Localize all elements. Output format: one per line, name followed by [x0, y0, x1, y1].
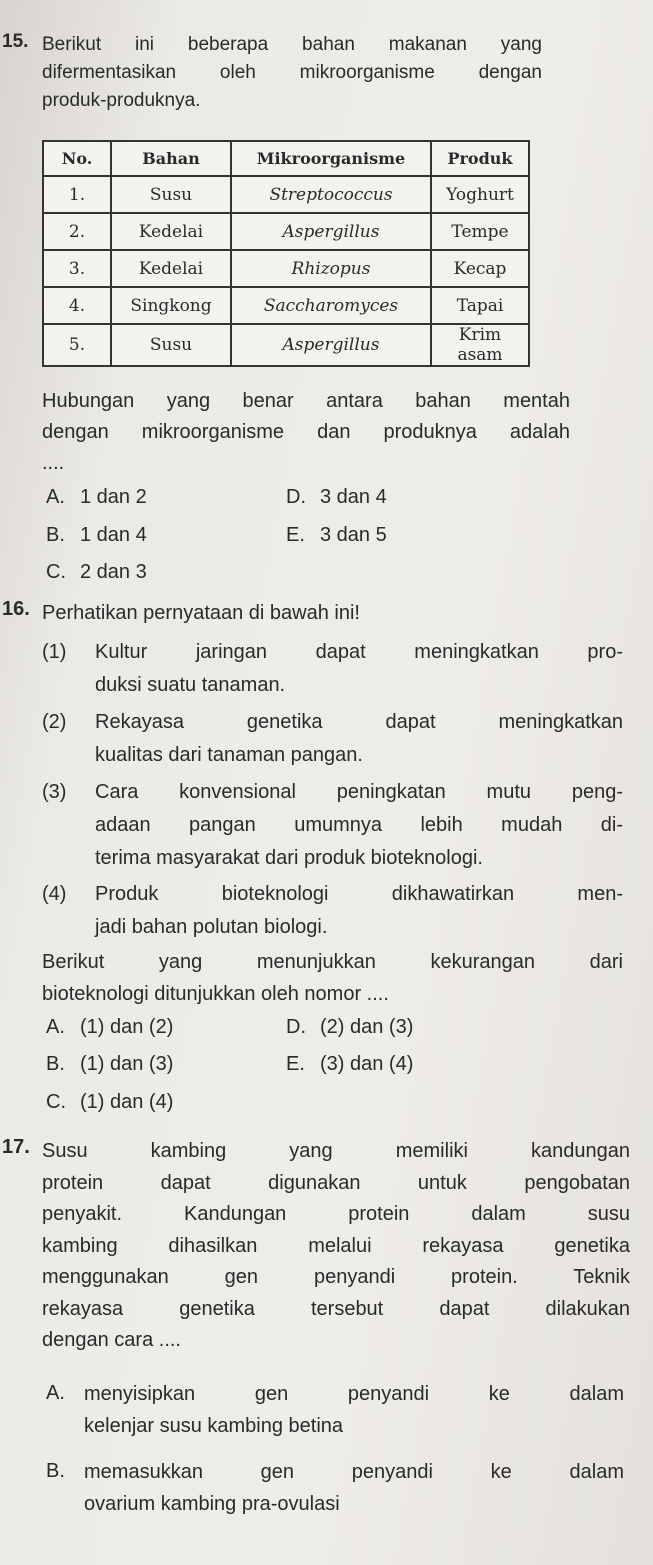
answer-option[interactable]: D. 3 dan 4	[286, 486, 387, 508]
table-cell: Susu	[111, 324, 231, 366]
table-cell: Aspergillus	[231, 213, 431, 250]
table-cell: Streptococcus	[231, 176, 431, 213]
statement: (4) Produk bioteknologi dikhawatirkan men- jadi bahan polutan biologi.	[42, 883, 623, 938]
table-cell: Krim asam	[431, 324, 529, 366]
question-number: 17.	[2, 1136, 30, 1158]
table-cell: Susu	[111, 176, 231, 213]
fermentation-table	[42, 140, 530, 367]
question-number: 15.	[2, 31, 29, 52]
table-cell: Yoghurt	[431, 176, 529, 213]
table-cell: Tapai	[431, 287, 529, 324]
answer-option[interactable]: A. menyisipkan gen penyandi ke dalam kelenjar susu kambing betina	[46, 1382, 624, 1437]
table-row	[43, 250, 529, 287]
table-cell: 3.	[43, 250, 111, 287]
table-cell: Rhizopus	[231, 250, 431, 287]
question-text: Berikut yang menunjukkan kekurangan dari bioteknologi ditunjukkan oleh nomor ....	[42, 951, 623, 1005]
table-header: Bahan	[111, 141, 231, 176]
question-intro: Berikut ini beberapa bahan makanan yang difermentasikan oleh mikroorganisme dengan produk-produknya.	[42, 34, 542, 111]
question-intro: Perhatikan pernyataan di bawah ini!	[42, 602, 360, 624]
answer-option[interactable]: A. (1) dan (2)	[46, 1016, 174, 1038]
answer-option[interactable]: B. memasukkan gen penyandi ke dalam ovarium kambing pra-ovulasi	[46, 1460, 624, 1515]
table-cell: Singkong	[111, 287, 231, 324]
statement: (1) Kultur jaringan dapat meningkatkan pro- duksi suatu tanaman.	[42, 641, 623, 696]
table-cell: 4.	[43, 287, 111, 324]
question-text: Hubungan yang benar antara bahan mentah dengan mikroorganisme dan produknya adalah ....	[42, 390, 570, 474]
table-cell: Saccharomyces	[231, 287, 431, 324]
answer-option[interactable]: C. 2 dan 3	[46, 561, 147, 583]
table-cell: Tempe	[431, 213, 529, 250]
table-header: Produk	[431, 141, 529, 176]
statement: (3) Cara konvensional peningkatan mutu peng- adaan pangan umumnya lebih mudah di- terima masyarakat dari produk bioteknologi.	[42, 781, 623, 869]
table-header-row	[43, 141, 529, 176]
answer-option[interactable]: B. 1 dan 4	[46, 524, 147, 546]
table-header: Mikroorganisme	[231, 141, 431, 176]
answer-option[interactable]: B. (1) dan (3)	[46, 1053, 174, 1075]
table-cell: 1.	[43, 176, 111, 213]
table-cell: 5.	[43, 324, 111, 366]
table-row	[43, 213, 529, 250]
table-row	[43, 176, 529, 213]
table-cell: Kedelai	[111, 250, 231, 287]
table-cell: Kecap	[431, 250, 529, 287]
table-row	[43, 287, 529, 324]
question-text: Susu kambing yang memiliki kandungan protein dapat digunakan untuk pengobatan penyakit. Kandungan protein dalam susu kambing dihasilkan melalui rekayasa genetika menggunakan gen penyandi protein. Teknik rekayasa genetika tersebut dapat dilakukan dengan cara ....	[42, 1140, 630, 1351]
answer-option[interactable]: E. 3 dan 5	[286, 524, 387, 546]
table-cell: 2.	[43, 213, 111, 250]
table-row	[43, 324, 529, 366]
question-number: 16.	[2, 598, 30, 620]
answer-option[interactable]: C. (1) dan (4)	[46, 1091, 174, 1113]
table-cell: Aspergillus	[231, 324, 431, 366]
statement: (2) Rekayasa genetika dapat meningkatkan kualitas dari tanaman pangan.	[42, 711, 623, 766]
answer-option[interactable]: E. (3) dan (4)	[286, 1053, 414, 1075]
table-header: No.	[43, 141, 111, 176]
answer-option[interactable]: D. (2) dan (3)	[286, 1016, 414, 1038]
table-cell: Kedelai	[111, 213, 231, 250]
answer-option[interactable]: A. 1 dan 2	[46, 486, 147, 508]
